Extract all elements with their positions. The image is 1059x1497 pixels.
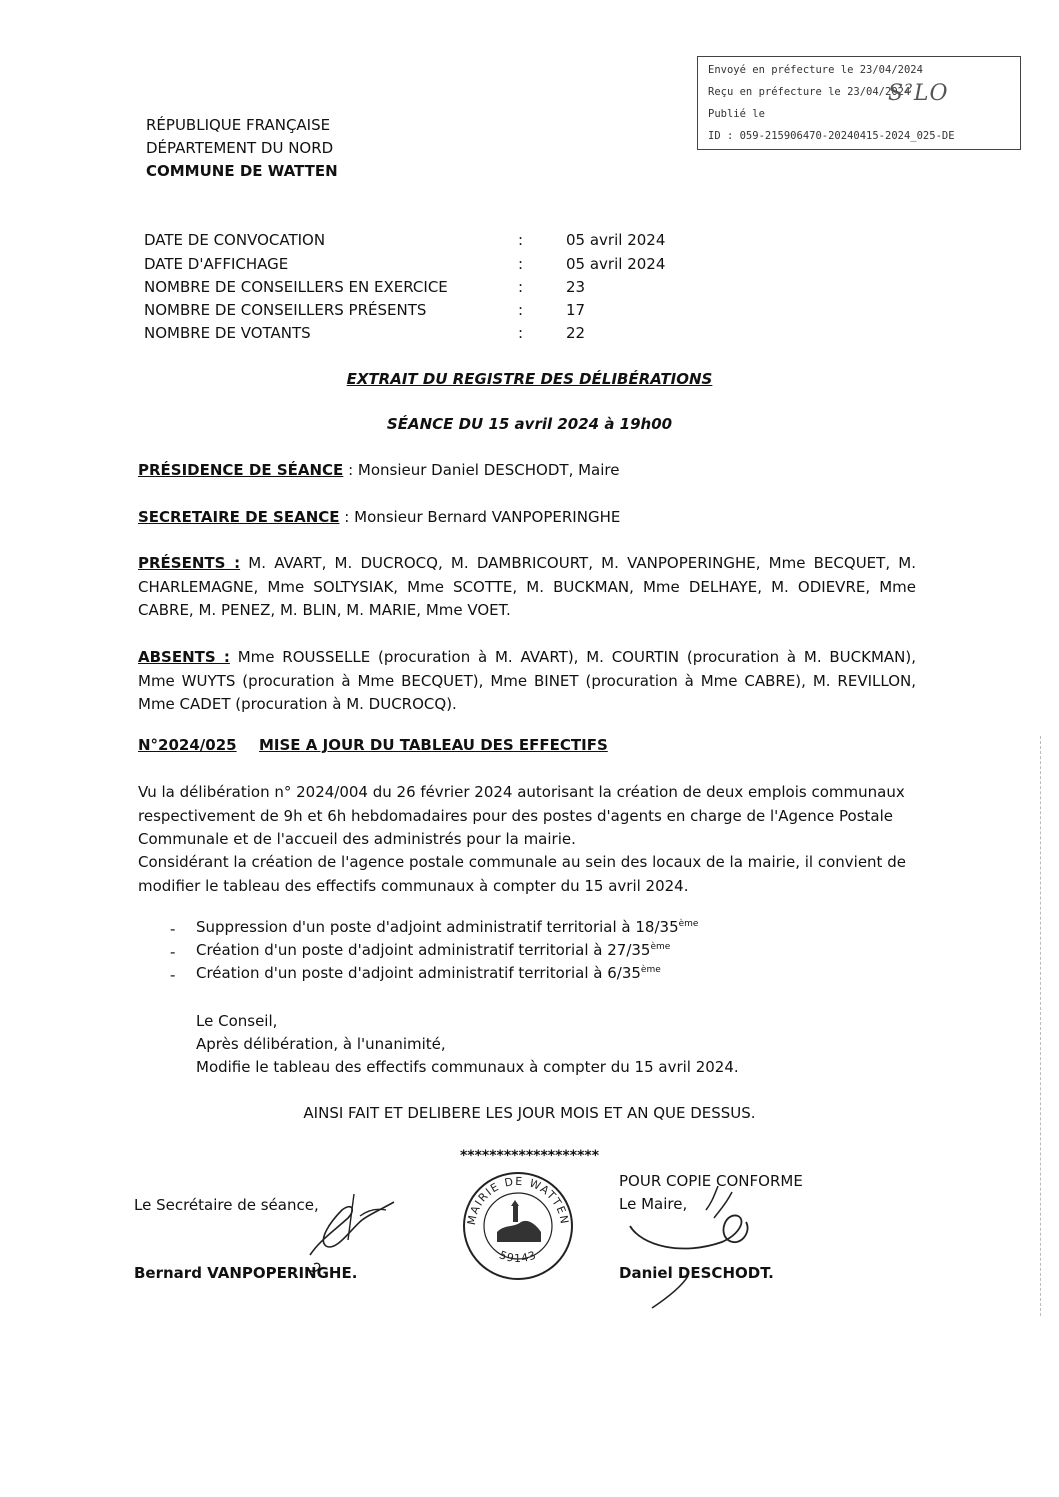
info-label: DATE DE CONVOCATION bbox=[144, 231, 326, 249]
bullet-sup: ème bbox=[678, 919, 699, 929]
bullet-sup: ème bbox=[650, 942, 671, 952]
absents-text: Mme ROUSSELLE (procuration à M. AVART), M. COURTIN (procuration à M. BUCKMAN), Mme WUYTS (procuration à Mme BECQUET), Mme BINET (procuration à Mme CABRE), M. REVILLON, Mme CADET (procuration à M. DUCROCQ). bbox=[138, 648, 916, 713]
header-departement: DÉPARTEMENT DU NORD bbox=[146, 139, 334, 157]
presidence-text: : Monsieur Daniel DESCHODT, Maire bbox=[343, 461, 620, 479]
stamp-published-line: Publié le bbox=[708, 108, 765, 120]
deliberation-para2: Considérant la création de l'agence postale communale au sein des locaux de la mairie, il convient de modifier le tableau des effectifs communaux à compter du 15 avril 2024. bbox=[138, 853, 906, 895]
extrait-title: EXTRAIT DU REGISTRE DES DÉLIBÉRATIONS bbox=[346, 370, 713, 388]
info-colon: : bbox=[518, 255, 524, 273]
presidence-line bbox=[138, 459, 916, 483]
list-item bbox=[196, 941, 670, 959]
deliberation-number: N°2024/025 bbox=[138, 736, 237, 754]
bullet-sup: ème bbox=[640, 965, 661, 975]
svg-text:59143 bbox=[497, 1248, 538, 1265]
mayor-signature bbox=[622, 1176, 782, 1316]
deliberation-para1: Vu la délibération n° 2024/004 du 26 février 2024 autorisant la création de deux emplois communaux respectivement de 9h et 6h hebdomadaires pour des postes d'agents en charge de l'Agence Postale Communale et de l'accueil des administrés pour la mairie. bbox=[138, 783, 905, 848]
secretary-label: Le Secrétaire de séance, bbox=[134, 1196, 319, 1214]
presents-label: PRÉSENTS : bbox=[138, 554, 241, 572]
seal-top-text: MAIRIE DE WATTEN bbox=[464, 1174, 572, 1227]
presents-text: M. AVART, M. DUCROCQ, M. DAMBRICOURT, M. VANPOPERINGHE, Mme BECQUET, M. CHARLEMAGNE, Mme SOLTYSIAK, Mme SCOTTE, M. BUCKMAN, Mme DELHAYE, M. ODIEVRE, Mme CABRE, M. PENEZ, M. BLIN, M. MARIE, Mme VOET. bbox=[138, 554, 916, 619]
bullet-text: Création d'un poste d'adjoint administratif territorial à 27/35 bbox=[196, 941, 651, 959]
scan-edge-line bbox=[1040, 736, 1043, 1316]
conseil-line3: Modifie le tableau des effectifs communaux à compter du 15 avril 2024. bbox=[196, 1058, 739, 1076]
info-colon: : bbox=[518, 231, 524, 249]
conseil-line2: Après délibération, à l'unanimité, bbox=[196, 1035, 446, 1053]
closing-statement: AINSI FAIT ET DELIBERE LES JOUR MOIS ET AN QUE DESSUS. bbox=[303, 1104, 756, 1122]
stamp-received-line: Reçu en préfecture le 23/04/2024 bbox=[708, 86, 911, 98]
conseil-line1: Le Conseil, bbox=[196, 1012, 278, 1030]
info-colon: : bbox=[518, 301, 524, 319]
info-label: NOMBRE DE CONSEILLERS PRÉSENTS bbox=[144, 301, 427, 319]
mayor-label-copie: POUR COPIE CONFORME bbox=[619, 1172, 803, 1190]
secretaire-text: : Monsieur Bernard VANPOPERINGHE bbox=[339, 508, 621, 526]
list-item bbox=[196, 918, 698, 936]
header-republique: RÉPUBLIQUE FRANÇAISE bbox=[146, 116, 331, 134]
bullet-mark: - bbox=[170, 966, 176, 984]
list-item bbox=[196, 964, 661, 982]
bullet-text: Création d'un poste d'adjoint administratif territorial à 6/35 bbox=[196, 964, 641, 982]
secretaire-line bbox=[138, 506, 916, 530]
info-value: 17 bbox=[566, 301, 586, 319]
prefecture-stamp bbox=[697, 56, 1021, 150]
mayor-label-maire: Le Maire, bbox=[619, 1195, 688, 1213]
presents-paragraph bbox=[138, 552, 916, 623]
bullet-text: Suppression d'un poste d'adjoint administratif territorial à 18/35 bbox=[196, 918, 679, 936]
absents-paragraph bbox=[138, 646, 916, 717]
absents-label: ABSENTS : bbox=[138, 648, 230, 666]
secretary-name: Bernard VANPOPERINGHE. bbox=[134, 1264, 358, 1282]
bullet-mark: - bbox=[170, 920, 176, 938]
info-colon: : bbox=[518, 324, 524, 342]
info-label: DATE D'AFFICHAGE bbox=[144, 255, 289, 273]
info-label: NOMBRE DE VOTANTS bbox=[144, 324, 311, 342]
stamp-id-line: ID : 059-215906470-20240415-2024_025-DE bbox=[708, 130, 955, 142]
bullet-mark: - bbox=[170, 943, 176, 961]
stamp-sent-line: Envoyé en préfecture le 23/04/2024 bbox=[708, 64, 923, 76]
info-colon: : bbox=[518, 278, 524, 296]
presidence-label: PRÉSIDENCE DE SÉANCE bbox=[138, 461, 344, 479]
separator-stars: ******************* bbox=[459, 1148, 600, 1164]
secretaire-label: SECRETAIRE DE SEANCE bbox=[138, 508, 340, 526]
municipal-seal bbox=[461, 1170, 575, 1282]
info-value: 05 avril 2024 bbox=[566, 231, 666, 249]
header-commune: COMMUNE DE WATTEN bbox=[146, 162, 338, 180]
info-value: 23 bbox=[566, 278, 586, 296]
info-value: 05 avril 2024 bbox=[566, 255, 666, 273]
seance-title: SÉANCE DU 15 avril 2024 à 19h00 bbox=[386, 415, 673, 433]
seal-bottom-text: 59143 bbox=[497, 1248, 539, 1266]
mayor-name: Daniel DESCHODT. bbox=[619, 1264, 774, 1282]
deliberation-title: MISE A JOUR DU TABLEAU DES EFFECTIFS bbox=[259, 736, 608, 754]
info-label: NOMBRE DE CONSEILLERS EN EXERCICE bbox=[144, 278, 448, 296]
stamp-initials: S²LO bbox=[888, 81, 949, 106]
info-value: 22 bbox=[566, 324, 586, 342]
